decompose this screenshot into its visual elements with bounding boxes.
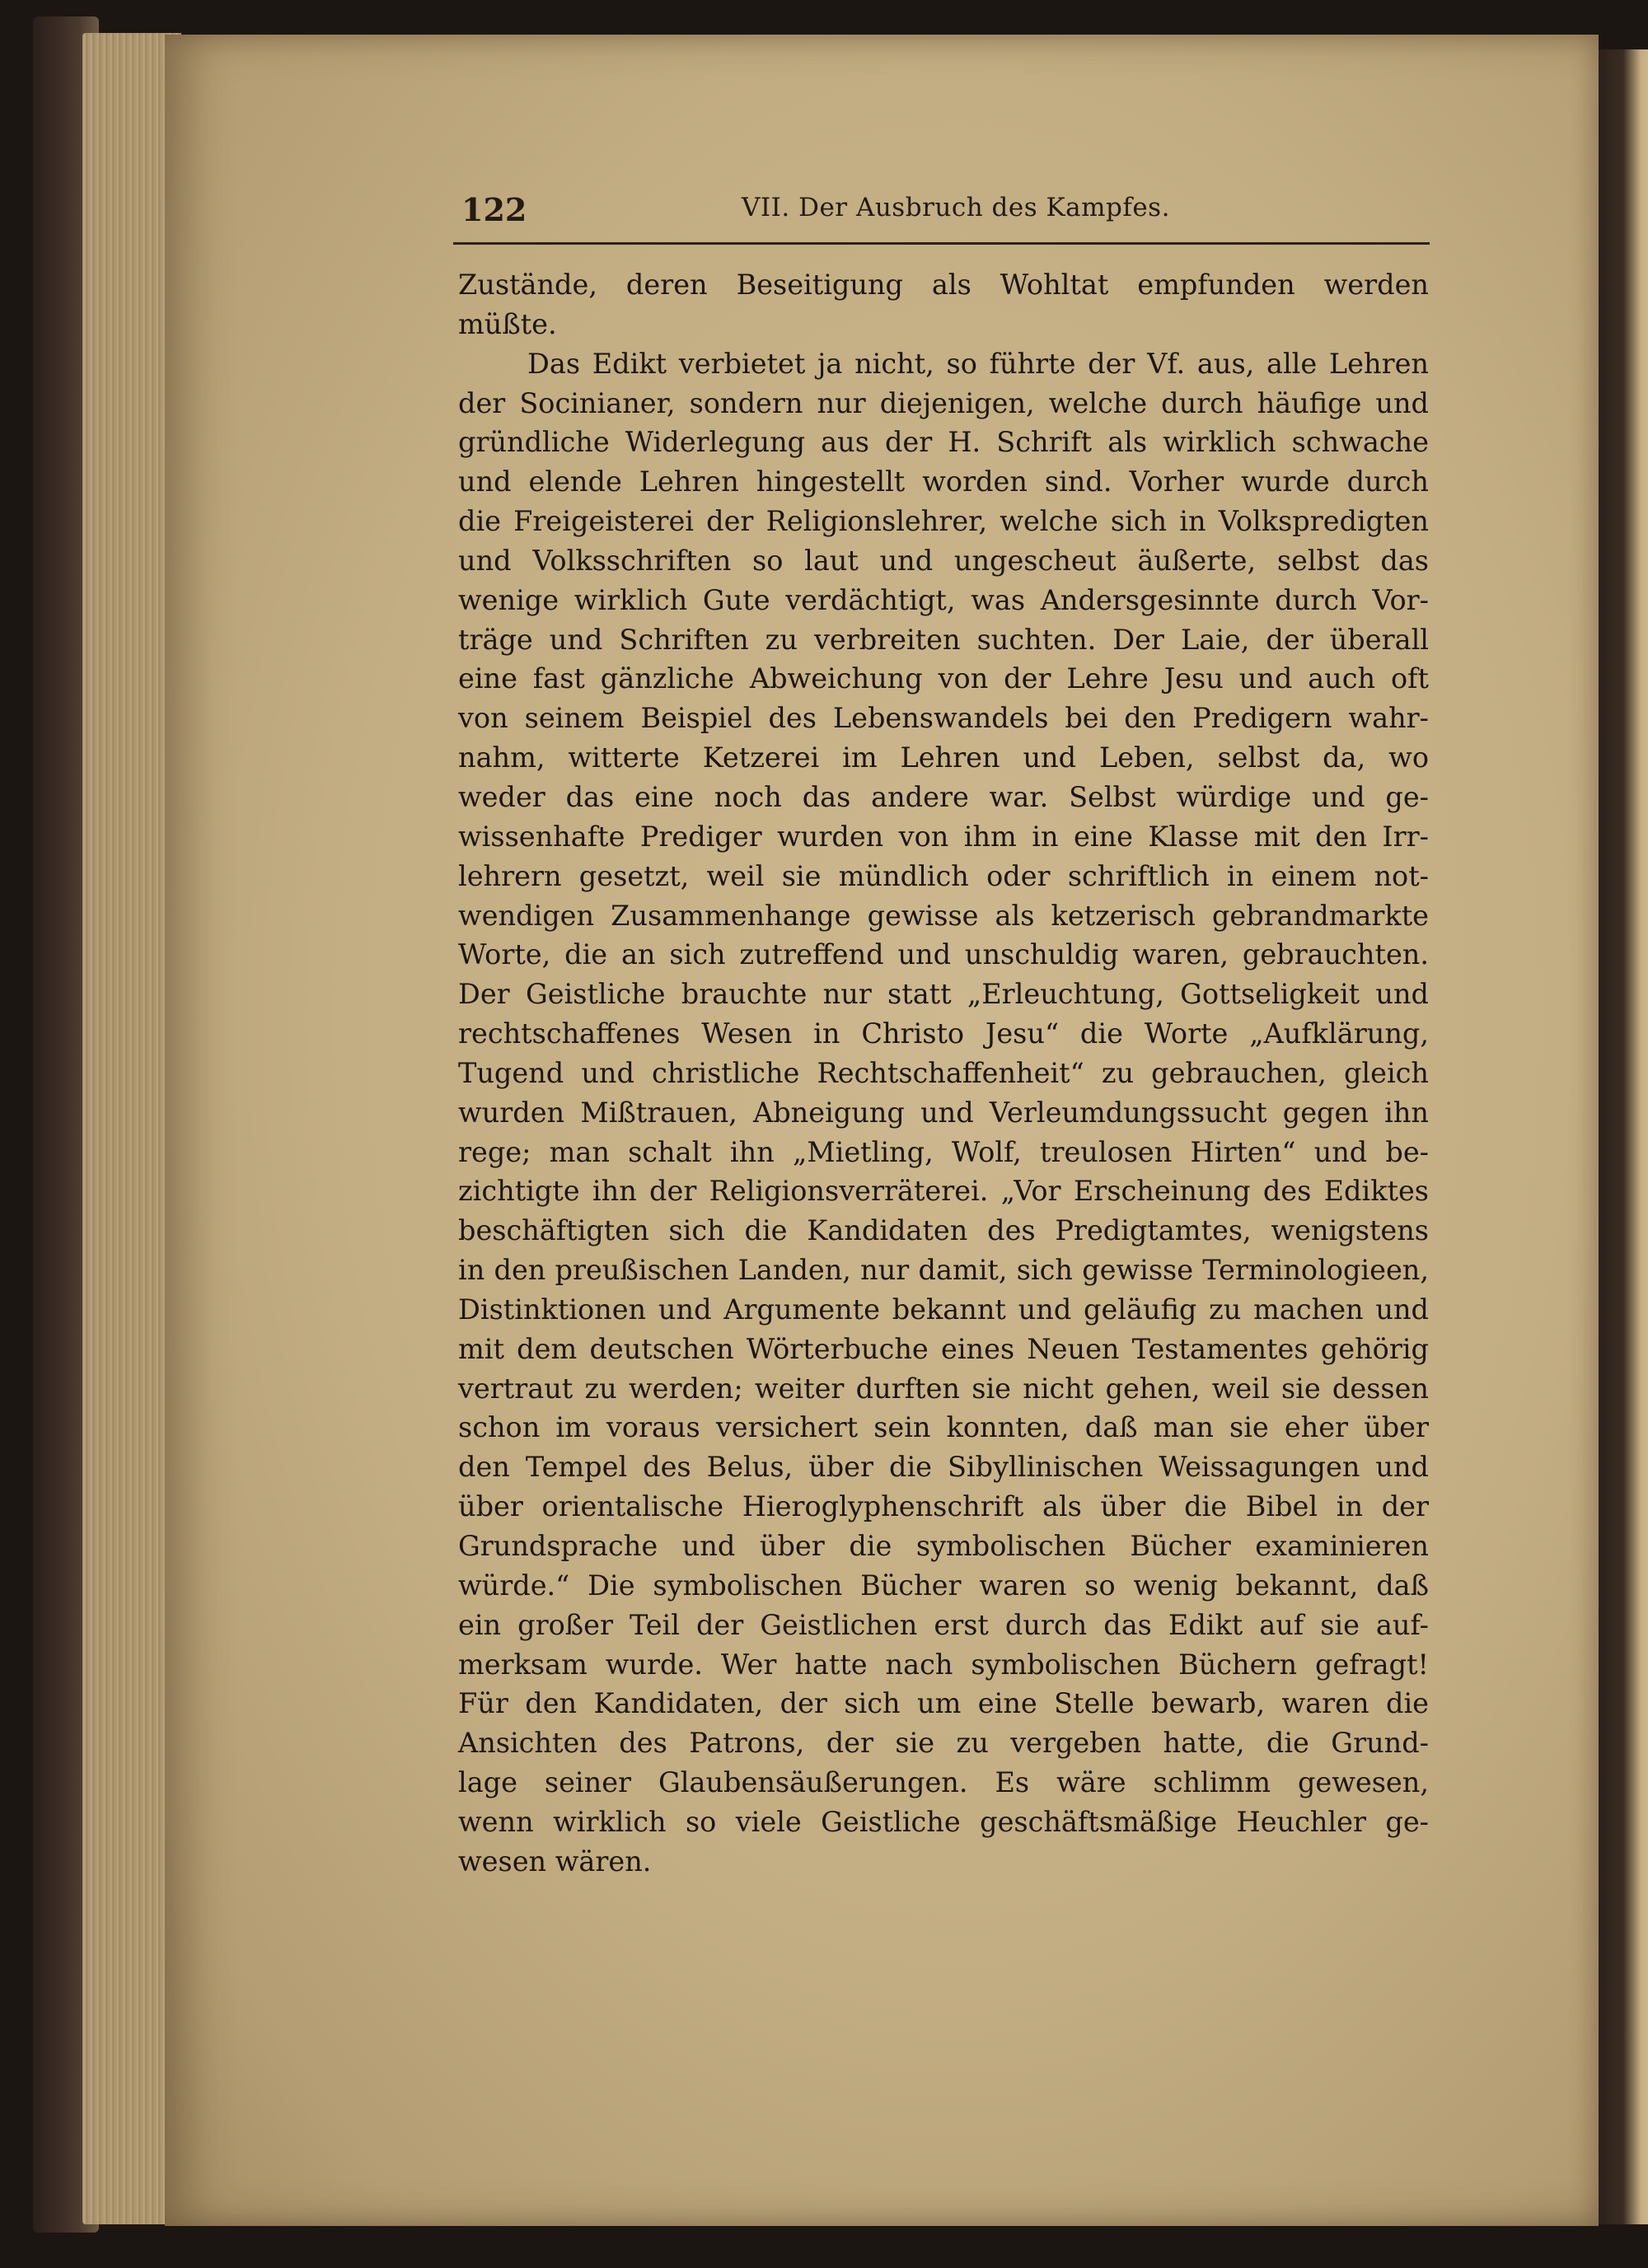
text-line: müßte. (458, 307, 557, 340)
text-line: den Tempel des Belus, über die Sibyllinischen Weissagungen und (458, 1451, 1429, 1484)
text-line: die Freigeisterei der Religionslehrer, welche sich in Volkspredigten (458, 505, 1429, 538)
text-line: Zustände, deren Beseitigung als Wohltat empfunden werden (458, 269, 1429, 301)
page-number: 122 (461, 191, 527, 228)
text-line: Das Edikt verbietet ja nicht, so führte der Vf. aus, alle Lehren (527, 347, 1429, 380)
text-line: Grundsprache und über die symbolischen Bücher examinieren (458, 1530, 1429, 1562)
text-line: von seinem Beispiel des Lebenswandels bei den Predigern wahr- (458, 702, 1429, 735)
page-header (461, 188, 1426, 246)
text-line: träge und Schriften zu verbreiten suchten. Der Laie, der überall (458, 623, 1429, 656)
text-line: der Socinianer, sondern nur diejenigen, welche durch häufige und (458, 386, 1429, 419)
next-page-edge (1599, 49, 1648, 2224)
text-line: wendigen Zusammenhange gewisse als ketzerisch gebrandmarkte (458, 899, 1429, 932)
text-line: wissenhafte Prediger wurden von ihm in eine Klasse mit den Irr- (458, 820, 1429, 853)
text-line: und Volksschriften so laut und ungescheut äußerte, selbst das (458, 544, 1429, 577)
text-line: über orientalische Hieroglyphenschrift als über die Bibel in der (458, 1490, 1429, 1523)
text-line: beschäftigten sich die Kandidaten des Predigtamtes, wenigstens (458, 1214, 1429, 1247)
text-line: Tugend und christliche Rechtschaffenheit“ zu gebrauchen, gleich (458, 1056, 1429, 1089)
text-line: Der Geistliche brauchte nur statt „Erleuchtung, Gottseligkeit und (458, 978, 1429, 1011)
text-line: vertraut zu werden; weiter durften sie nicht gehen, weil sie dessen (458, 1372, 1429, 1405)
text-line: und elende Lehren hingestellt worden sind. Vorher wurde durch (458, 465, 1429, 498)
body-text (458, 265, 1429, 1882)
text-line: Worte, die an sich zutreffend und unschuldig waren, gebrauchten. (458, 938, 1429, 971)
text-line: weder das eine noch das andere war. Selbst würdige und ge- (458, 780, 1429, 813)
text-line: wesen wären. (458, 1845, 652, 1878)
text-line: ein großer Teil der Geistlichen erst durch das Edikt auf sie auf- (458, 1608, 1429, 1641)
text-line: in den preußischen Landen, nur damit, sich gewisse Terminologieen, (458, 1254, 1429, 1287)
text-line: schon im voraus versichert sein konnten, daß man sie eher über (458, 1411, 1429, 1444)
text-line: lage seiner Glaubensäußerungen. Es wäre schlimm gewesen, (458, 1766, 1429, 1799)
text-line: wurden Mißtrauen, Abneigung und Verleumdungssucht gegen ihn (458, 1096, 1429, 1129)
text-line: wenige wirklich Gute verdächtigt, was Andersgesinnte durch Vor- (458, 583, 1429, 616)
text-line: mit dem deutschen Wörterbuche eines Neuen Testamentes gehörig (458, 1332, 1429, 1365)
text-line: zichtigte ihn der Religionsverräterei. „Vor Erscheinung des Ediktes (458, 1175, 1429, 1208)
text-line: Distinktionen und Argumente bekannt und geläufig zu machen und (458, 1293, 1429, 1326)
header-rule (453, 242, 1430, 245)
text-line: Ansichten des Patrons, der sie zu vergeben hatte, die Grund- (458, 1727, 1429, 1760)
text-line: rege; man schalt ihn „Mietling, Wolf, treulosen Hirten“ und be- (458, 1135, 1429, 1168)
running-title: VII. Der Ausbruch des Kampfes. (742, 193, 1170, 222)
text-line: wenn wirklich so viele Geistliche geschäftsmäßige Heuchler ge- (458, 1805, 1429, 1838)
text-line: rechtschaffenes Wesen in Christo Jesu“ die Worte „Aufklärung, (458, 1017, 1429, 1050)
text-line: würde.“ Die symbolischen Bücher waren so wenig bekannt, daß (458, 1569, 1429, 1602)
text-line: gründliche Widerlegung aus der H. Schrift als wirklich schwache (458, 426, 1429, 459)
text-line: eine fast gänzliche Abweichung von der Lehre Jesu und auch oft (458, 662, 1429, 695)
text-line: nahm, witterte Ketzerei im Lehren und Leben, selbst da, wo (458, 741, 1429, 774)
text-line: lehrern gesetzt, weil sie mündlich oder schriftlich in einem not- (458, 859, 1429, 892)
text-line: Für den Kandidaten, der sich um eine Stelle bewarb, waren die (458, 1687, 1429, 1720)
text-line: merksam wurde. Wer hatte nach symbolischen Büchern gefragt! (458, 1648, 1429, 1681)
